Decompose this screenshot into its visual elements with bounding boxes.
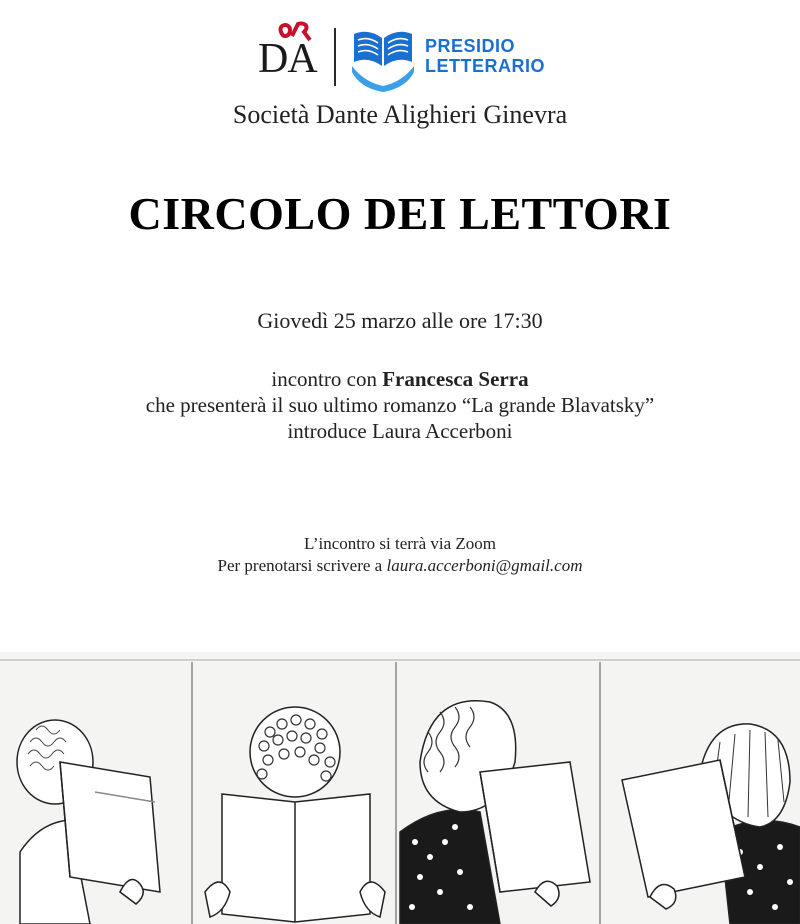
- presidio-line-2: LETTERARIO: [425, 56, 545, 76]
- event-description: [0, 366, 800, 444]
- meeting-line-2: che presenterà il suo ultimo romanzo “La grande Blavatsky”: [145, 393, 655, 417]
- meeting-line-1: [0, 366, 800, 392]
- booking-prefix: Per prenotarsi scrivere a: [217, 556, 387, 575]
- event-date: Giovedì 25 marzo alle ore 17:30: [257, 308, 543, 333]
- booking-note: [0, 555, 800, 577]
- booking-email-link[interactable]: laura.accerboni@gmail.com: [386, 556, 583, 575]
- logo-divider: [334, 28, 336, 86]
- guest-name: Francesca Serra: [382, 367, 529, 391]
- presidio-letterario-logo: [425, 36, 545, 76]
- logo-bar: [0, 14, 800, 86]
- society-name: Società Dante Alighieri Ginevra: [232, 100, 568, 129]
- dante-alighieri-logo: [258, 18, 324, 84]
- open-book-hands-icon: [350, 26, 416, 92]
- page-title: CIRCOLO DEI LETTORI: [128, 188, 672, 239]
- presidio-line-1: PRESIDIO: [425, 36, 516, 56]
- readers-illustration: [0, 652, 800, 924]
- meeting-prefix: incontro con: [271, 367, 383, 391]
- event-info: [0, 533, 800, 577]
- meeting-line-3: introduce Laura Accerboni: [287, 419, 513, 443]
- da-logo-text: DA: [258, 36, 317, 82]
- zoom-note: L’incontro si terrà via Zoom: [304, 534, 496, 553]
